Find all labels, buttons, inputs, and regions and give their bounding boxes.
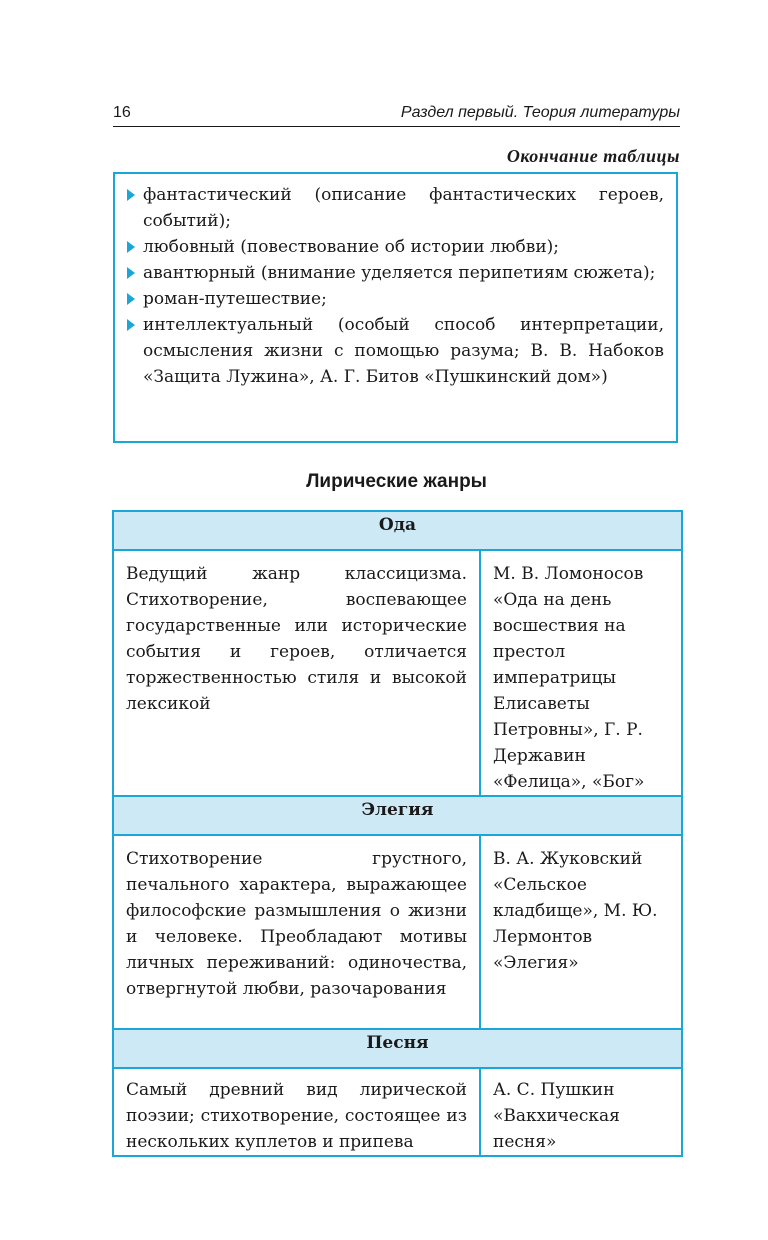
genre-name: Элегия xyxy=(113,796,682,835)
triangle-bullet-icon xyxy=(127,293,135,305)
list-item xyxy=(127,260,664,286)
table-row xyxy=(113,1068,682,1156)
list-item-text: интеллектуальный (особый способ интерпретации, осмысления жизни с помощью разума; В. В. Набоков «Защита Лужина», А. Г. Битов «Пушкинский дом») xyxy=(143,315,664,387)
genre-header-row xyxy=(113,511,682,550)
triangle-bullet-icon xyxy=(127,319,135,331)
genre-name: Ода xyxy=(113,511,682,550)
table-row xyxy=(113,835,682,1029)
genre-description: Стихотворение грустного, печального характера, выражающее философские размышления о жизни и человеке. Преобладают мотивы личных переживаний: одиночества, отвергнутой любви, разочарования xyxy=(113,835,480,1029)
lyric-genres-table xyxy=(112,510,683,1157)
genre-header-row xyxy=(113,1029,682,1068)
running-title: Раздел первый. Теория литературы xyxy=(400,104,680,121)
page-number: 16 xyxy=(113,104,131,121)
genre-list-box xyxy=(113,172,678,443)
table-continuation-label: Окончание таблицы xyxy=(506,146,680,166)
list-item-text: роман-путешествие; xyxy=(143,289,327,309)
genre-list xyxy=(127,182,664,390)
list-item xyxy=(127,234,664,260)
genre-authors: В. А. Жуковский «Сельское кладбище», М. Ю. Лермонтов «Элегия» xyxy=(480,835,682,1029)
header-rule xyxy=(113,126,680,127)
triangle-bullet-icon xyxy=(127,241,135,253)
list-item-text: любовный (повествование об истории любви); xyxy=(143,237,560,257)
genre-description: Ведущий жанр классицизма. Стихотворение, воспевающее государственные или исторические события и героев, отличается торжественностью стиля и высокой лексикой xyxy=(113,550,480,796)
list-item xyxy=(127,182,664,234)
list-item xyxy=(127,312,664,390)
list-item-text: авантюрный (внимание уделяется перипетиям сюжета); xyxy=(143,263,656,283)
genre-authors: А. С. Пушкин «Вакхическая песня» xyxy=(480,1068,682,1156)
genre-header-row xyxy=(113,796,682,835)
triangle-bullet-icon xyxy=(127,189,135,201)
section-title: Лирические жанры xyxy=(306,471,487,492)
page-header xyxy=(113,101,680,125)
genre-description: Самый древний вид лирической поэзии; стихотворение, состоящее из нескольких куплетов и припева xyxy=(113,1068,480,1156)
list-item xyxy=(127,286,664,312)
genre-authors: М. В. Ломоносов «Ода на день восшествия на престол императрицы Елисаветы Петровны», Г. Р. Державин «Фелица», «Бог» xyxy=(480,550,682,796)
table-row xyxy=(113,550,682,796)
list-item-text: фантастический (описание фантастических героев, событий); xyxy=(143,185,664,231)
triangle-bullet-icon xyxy=(127,267,135,279)
genre-name: Песня xyxy=(113,1029,682,1068)
